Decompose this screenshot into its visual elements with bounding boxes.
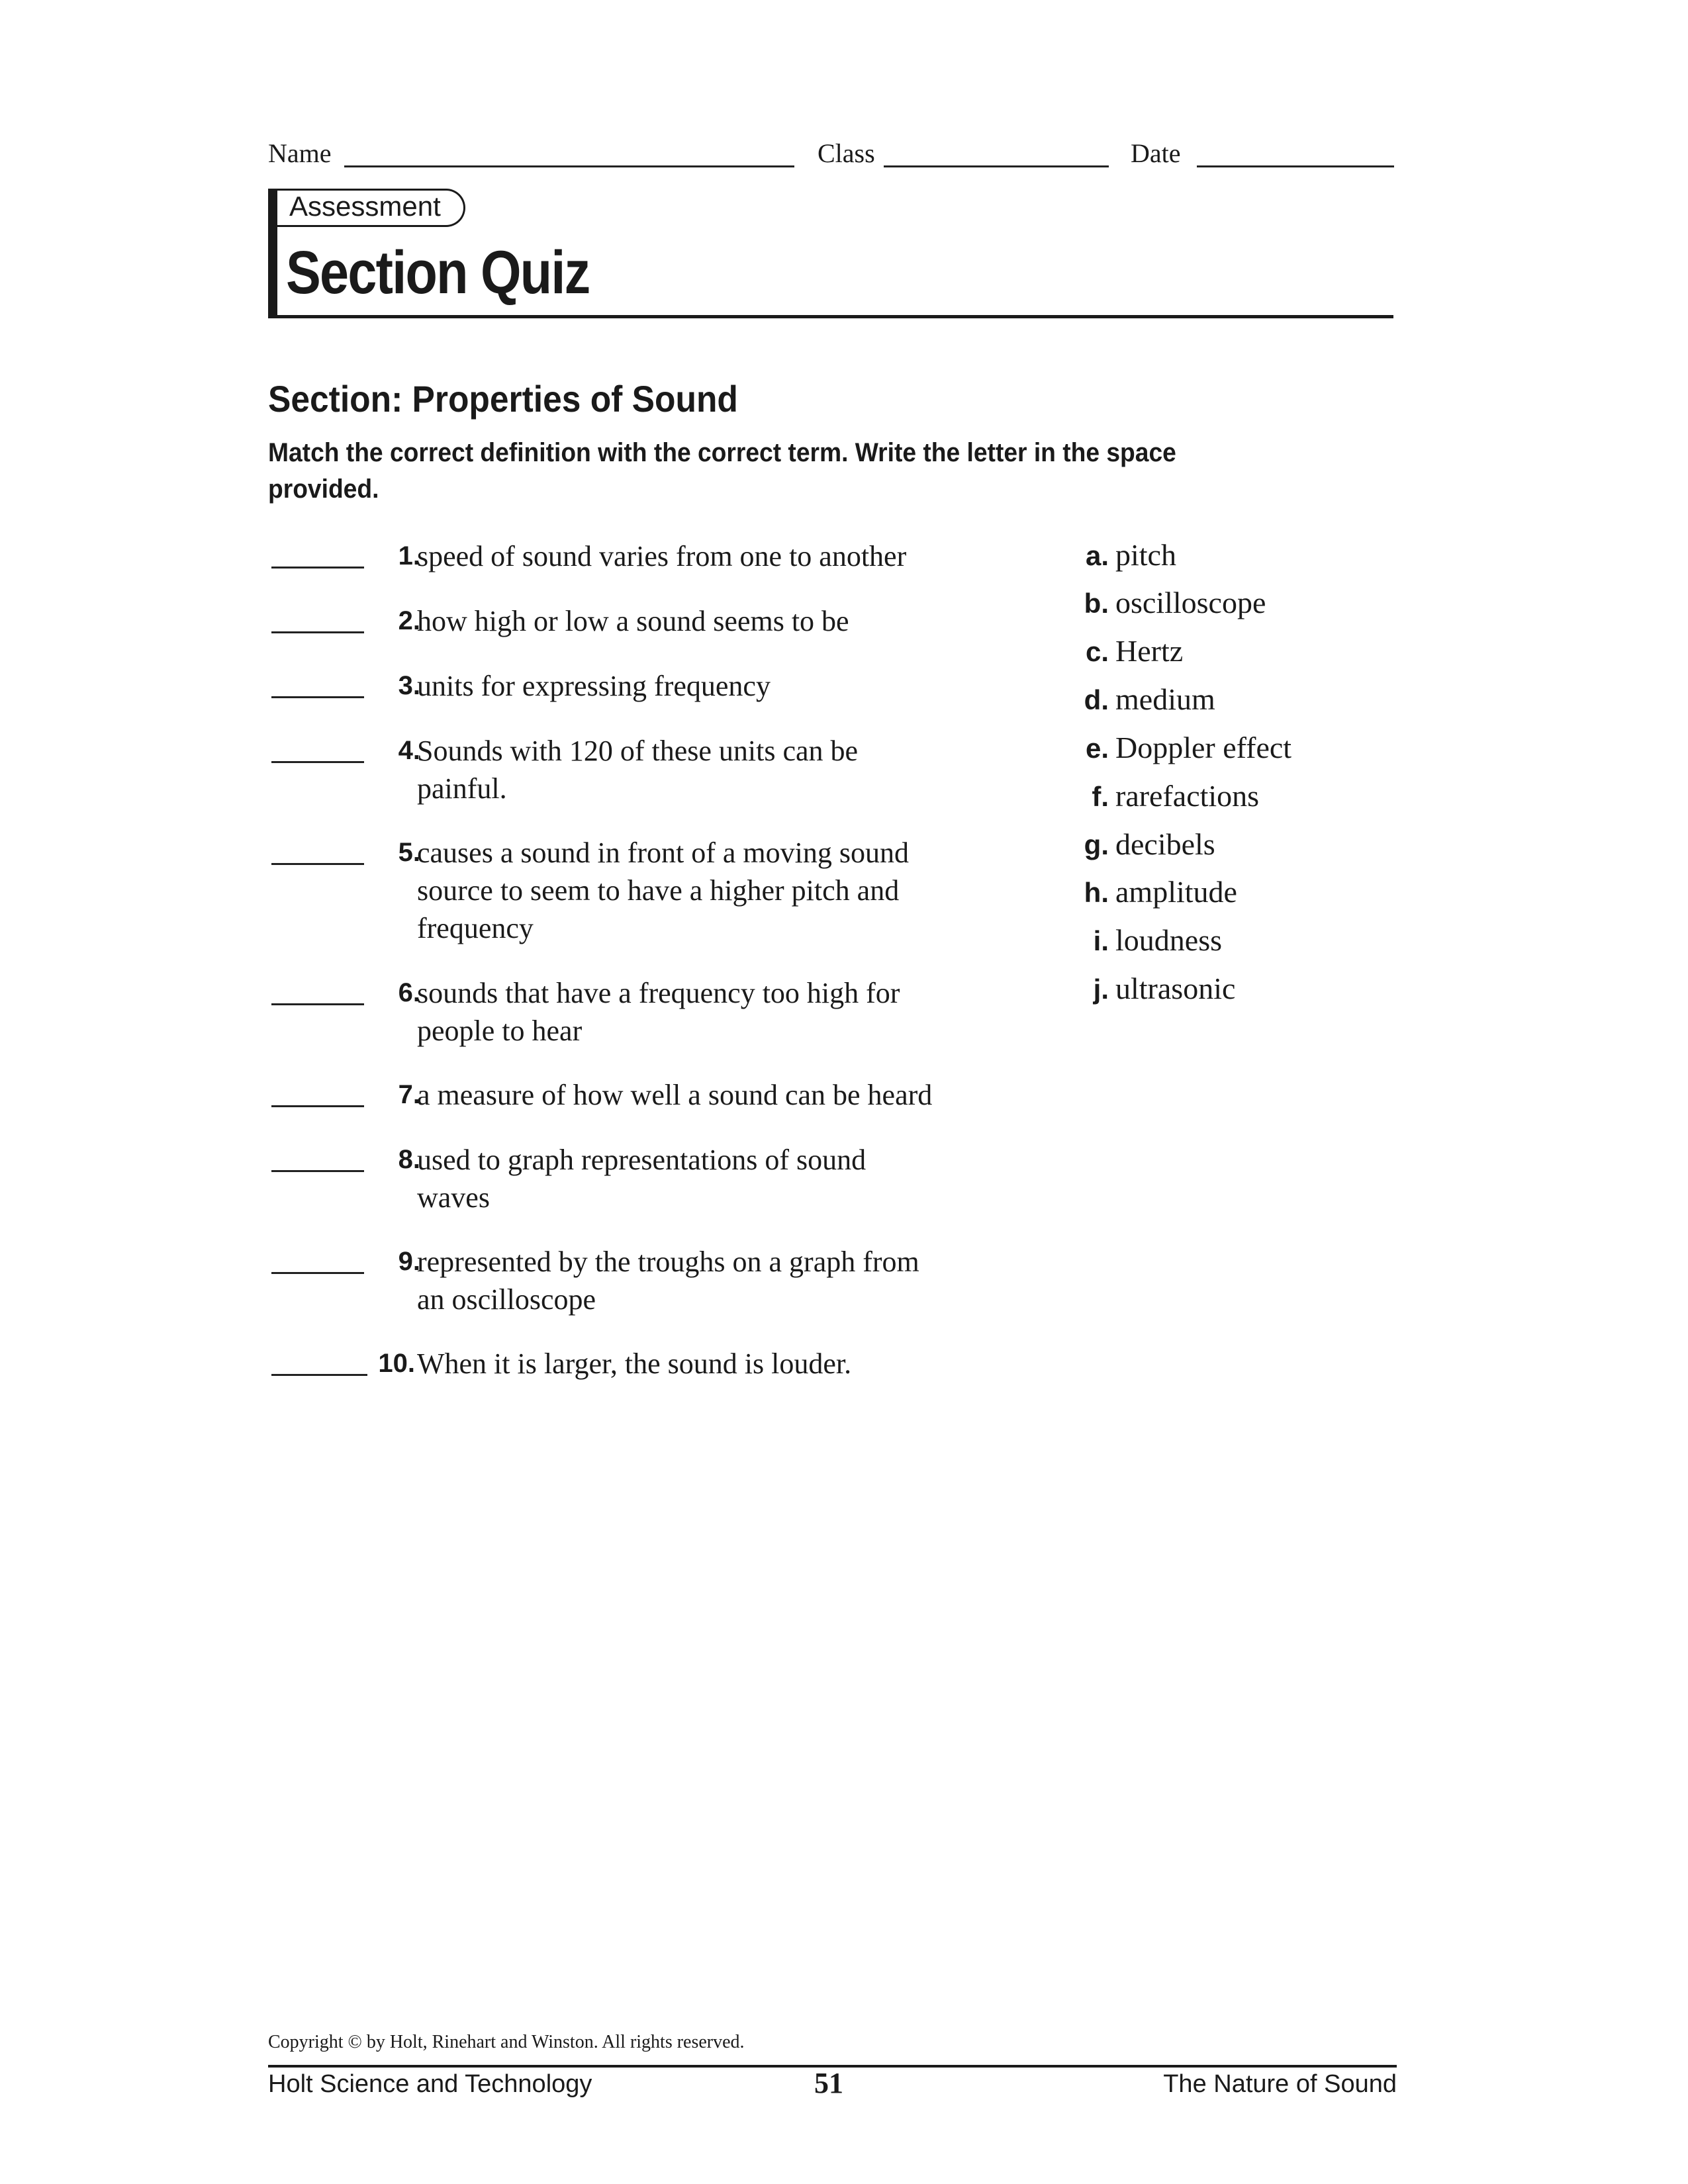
question-number: 2.	[398, 606, 420, 635]
term-text: pitch	[1115, 538, 1176, 572]
answer-blank-9[interactable]	[271, 1272, 364, 1274]
question-number: 8.	[398, 1145, 420, 1174]
instructions-line-2: provided.	[268, 475, 379, 504]
term-c	[1079, 633, 1183, 668]
name-label: Name	[268, 138, 332, 168]
question-number: 1.	[398, 541, 420, 570]
answer-blank-4[interactable]	[271, 761, 364, 763]
instructions-line-1: Match the correct definition with the correct term. Write the letter in the space	[268, 438, 1176, 467]
question-number: 4.	[398, 736, 420, 765]
name-field[interactable]	[344, 165, 794, 167]
term-letter: h.	[1084, 877, 1109, 908]
term-text: loudness	[1115, 923, 1222, 957]
title-divider	[268, 315, 1393, 318]
term-f	[1079, 778, 1259, 813]
page-number: 51	[814, 2067, 843, 2099]
term-d	[1079, 682, 1215, 717]
term-letter: i.	[1093, 925, 1109, 956]
term-text: Hertz	[1115, 634, 1184, 668]
copyright-notice: Copyright © by Holt, Rinehart and Winston. All rights reserved.	[268, 2032, 745, 2052]
term-text: oscilloscope	[1115, 586, 1266, 619]
question-number: 7.	[398, 1080, 420, 1109]
term-letter: c.	[1085, 636, 1109, 667]
question-text: Sounds with 120 of these units can be	[417, 735, 859, 767]
question-number: 3.	[398, 671, 420, 700]
term-letter: a.	[1085, 540, 1109, 571]
term-letter: b.	[1084, 588, 1109, 619]
term-letter: g.	[1084, 829, 1109, 860]
question-text: When it is larger, the sound is louder.	[417, 1347, 852, 1380]
term-text: rarefactions	[1115, 779, 1260, 813]
term-text: ultrasonic	[1115, 972, 1236, 1005]
answer-blank-1[interactable]	[271, 567, 364, 569]
class-field[interactable]	[884, 165, 1109, 167]
answer-blank-10[interactable]	[271, 1374, 367, 1376]
answer-blank-2[interactable]	[271, 631, 364, 633]
question-text: units for expressing frequency	[417, 670, 771, 702]
term-b	[1079, 585, 1266, 620]
term-g	[1079, 827, 1215, 862]
answer-blank-5[interactable]	[271, 863, 364, 865]
term-letter: j.	[1093, 974, 1109, 1005]
question-text: painful.	[417, 772, 507, 805]
term-text: decibels	[1115, 827, 1215, 861]
question-number: 6.	[398, 978, 420, 1007]
question-text: a measure of how well a sound can be heard	[417, 1079, 933, 1111]
question-text: represented by the troughs on a graph from	[417, 1246, 919, 1278]
page-title: Section Quiz	[286, 239, 590, 306]
term-e	[1079, 730, 1291, 765]
term-text: medium	[1115, 682, 1215, 716]
answer-blank-6[interactable]	[271, 1003, 364, 1005]
question-text: speed of sound varies from one to another	[417, 540, 907, 572]
term-text: Doppler effect	[1115, 731, 1292, 764]
question-text: sounds that have a frequency too high for	[417, 977, 900, 1009]
publisher-name: Holt Science and Technology	[268, 2070, 592, 2098]
question-number: 5.	[398, 838, 420, 867]
term-a	[1079, 537, 1176, 572]
class-label: Class	[818, 138, 875, 168]
term-h	[1079, 874, 1237, 909]
date-field[interactable]	[1197, 165, 1394, 167]
question-number: 9.	[398, 1247, 420, 1276]
term-j	[1079, 971, 1235, 1006]
question-number: 10.	[378, 1349, 415, 1378]
term-letter: f.	[1092, 781, 1109, 812]
answer-blank-8[interactable]	[271, 1170, 364, 1172]
question-text: causes a sound in front of a moving sound	[417, 837, 909, 869]
question-text: how high or low a sound seems to be	[417, 605, 849, 637]
date-label: Date	[1131, 138, 1181, 168]
term-letter: e.	[1085, 733, 1109, 764]
question-text: waves	[417, 1181, 490, 1214]
term-text: amplitude	[1115, 875, 1237, 909]
section-heading: Section: Properties of Sound	[268, 378, 738, 420]
question-text: people to hear	[417, 1015, 583, 1047]
question-text: source to seem to have a higher pitch and	[417, 874, 900, 907]
title-accent-bar	[268, 189, 277, 318]
answer-blank-3[interactable]	[271, 696, 364, 698]
question-text: used to graph representations of sound	[417, 1144, 867, 1176]
term-i	[1079, 923, 1222, 958]
question-text: frequency	[417, 912, 534, 944]
answer-blank-7[interactable]	[271, 1105, 364, 1107]
chapter-title: The Nature of Sound	[1163, 2070, 1397, 2098]
question-text: an oscilloscope	[417, 1283, 596, 1316]
assessment-label: Assessment	[289, 191, 441, 222]
term-letter: d.	[1084, 684, 1109, 715]
